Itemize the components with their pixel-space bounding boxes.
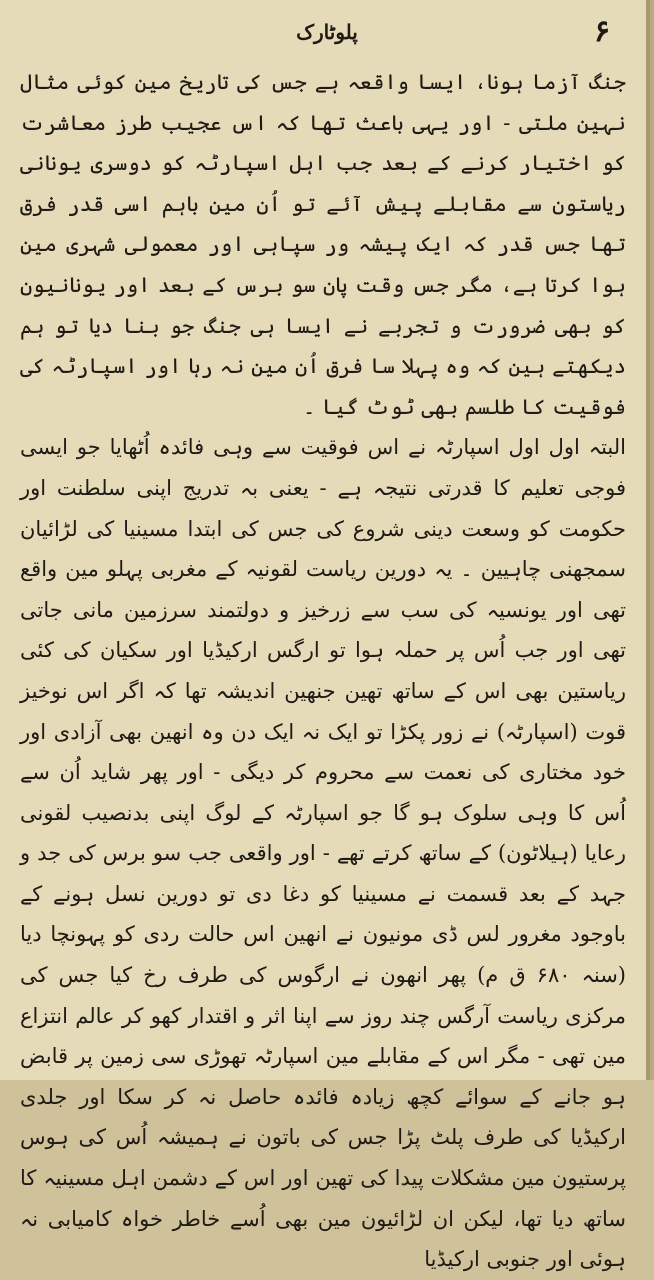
page-body bbox=[20, 62, 626, 1272]
paragraph-2: البتہ اول اول اسپارٹہ نے اس فوقیت سے وہی فائدہ اُٹھایا جو ایسی فوجی تعلیم کا قدرتی نتیجہ ہے - یعنی بہ تدریج اپنی سلطنت اور حکومت کو وسعت دینی شروع کی جس کی ابتدا مسینیا کی لڑائیان سمجھنی چاہیین ۔ یہ دورین ریاست لقونیہ کے مغربی پہلو مین واقع تھی اور یونسیہ کی سب سے زرخیز و دولتمند سرزمین مانی جاتی تھی اور جب اُس پر حملہ ہوا تو ارگس ارکیڈیا اور سکیان کی کئی ریاستین بھی اس کے ساتھ تھین جنھین اندیشہ تھا کہ اگر اس نوخیز قوت (اسپارٹہ) نے زور پکڑا تو ایک نہ ایک دن وہ انھین بھی آزادی اور خود مختاری کی نعمت سے محروم کر دیگی - اور پھر شاید اُن سے اُس کا وہی سلوک ہو گا جو اسپارٹہ کے لوگ اپنی بدنصیب لقونی رعایا (ہیلاٹون) کے ساتھ کرتے تھے - اور واقعی جب سو برس کی جد و جہد کے بعد قسمت نے مسینیا کو دغا دی تو دورین نسل ہونے کے باوجود مغرور لس ڈی مونیون نے انھین اس حالت ردی کو پہونچا دیا (سنہ ۶۸۰ ق م) پھر انھون نے ارگوس کی طرف رخ کیا جس کی مرکزی ریاست آرگس چند روز سے اپنا اثر و اقتدار کھو کر عالم انتزاع مین تھی - مگر اس کے مقابلے مین اسپارٹہ تھوڑی سی زمین پر قابض ہو جانے کے سوائے کچھ زیادہ فائدہ حاصل نہ کر سکا اور جلدی ارکیڈیا کی طرف پلٹ پڑا جس کی باتون نے ہمیشہ اُس کی ہوس پرستیون مین مشکلات پیدا کی تھین اور اس کے دشمن اہل مسینیہ کا ساتھ دیا تھا، لیکن ان لڑائیون مین بھی اُسے خاطر خواہ کامیابی نہ ہوئی اور جنوبی ارکیڈیا bbox=[20, 435, 626, 1272]
paragraph-1: جنگ آزما ہونا، ایسا واقعہ ہے جس کی تاریخ مین کوئی مثال نہین ملتی - اور یہی باعث تھا کہ اس عجیب طرز معاشرت کو اختیار کرنے کے بعد جب اہل اسپارٹہ کو دوسری یونانی ریاستون سے مقابلے پیش آئے تو اُن مین باہم اسی قدر فرق تھا جس قدر کہ ایک پیشہ ور سپاہی اور معمولی شہری مین ہوا کرتا ہے، مگر جس وقت پان سو برس کے بعد اور یونانیون کو بھی ضرورت و تجربے نے ایسا ہی جنگ جو بنا دیا تو ہم دیکھتے ہین کہ وہ پہلا سا فرق اُن مین نہ رہا اور اسپارٹہ کی فوقیت کا طلسم بھی ٹوٹ گیا ۔ bbox=[20, 70, 626, 419]
running-title: پلوٹارک bbox=[296, 20, 358, 44]
page-edge bbox=[646, 0, 650, 1080]
page-number: ۶ bbox=[594, 14, 611, 49]
page-header bbox=[0, 10, 654, 60]
